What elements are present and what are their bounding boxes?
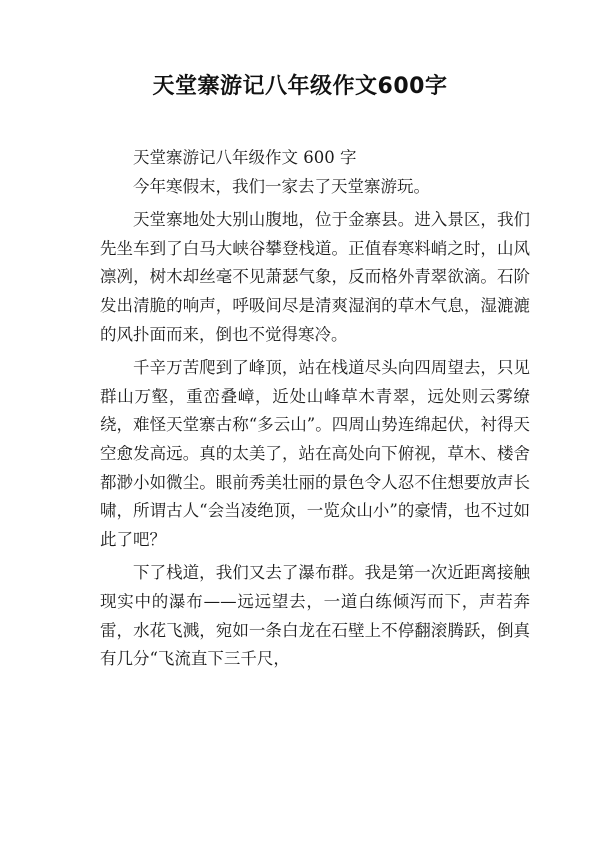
paragraph-1: 今年寒假末，我们一家去了天堂寨游玩。 xyxy=(133,176,430,196)
paragraph-4: 下了栈道，我们又去了瀑布群。我是第一次近距离接触现实中的瀑布——远远望去，一道白练倾泻而下，声若奔雷，水花飞溅，宛如一条白龙在石壁上不停翻滚腾跃，倒真有几分“飞流直下三千尺， xyxy=(100,563,530,669)
paragraph-2: 天堂寨地处大别山腹地，位于金寨县。进入景区，我们先坐车到了白马大峡谷攀登栈道。正值春寒料峭之时，山风凛冽，树木却丝毫不见萧瑟气象，反而格外青翠欲滴。石阶发出清脆的响声，呼吸间尽是清爽湿润的草木气息，湿漉漉的风扑面而来，倒也不觉得寒冷。 xyxy=(100,210,530,344)
document-body xyxy=(100,144,530,674)
document-subtitle: 天堂寨游记八年级作文 600 字 xyxy=(133,148,357,167)
document-title: 天堂寨游记八年级作文600字 xyxy=(152,74,448,99)
paragraph-3: 千辛万苦爬到了峰顶，站在栈道尽头向四周望去，只见群山万壑，重峦叠嶂，近处山峰草木青翠，远处则云雾缭绕，难怪天堂寨古称“多云山”。四周山势连绵起伏，衬得天空愈发高远。真的太美了，站在高处向下俯视，草木、楼舍都渺小如微尘。眼前秀美壮丽的景色令人忍不住想要放声长啸，所谓古人“会当凌绝顶，一览众山小”的豪情，也不过如此了吧？ xyxy=(100,358,530,549)
